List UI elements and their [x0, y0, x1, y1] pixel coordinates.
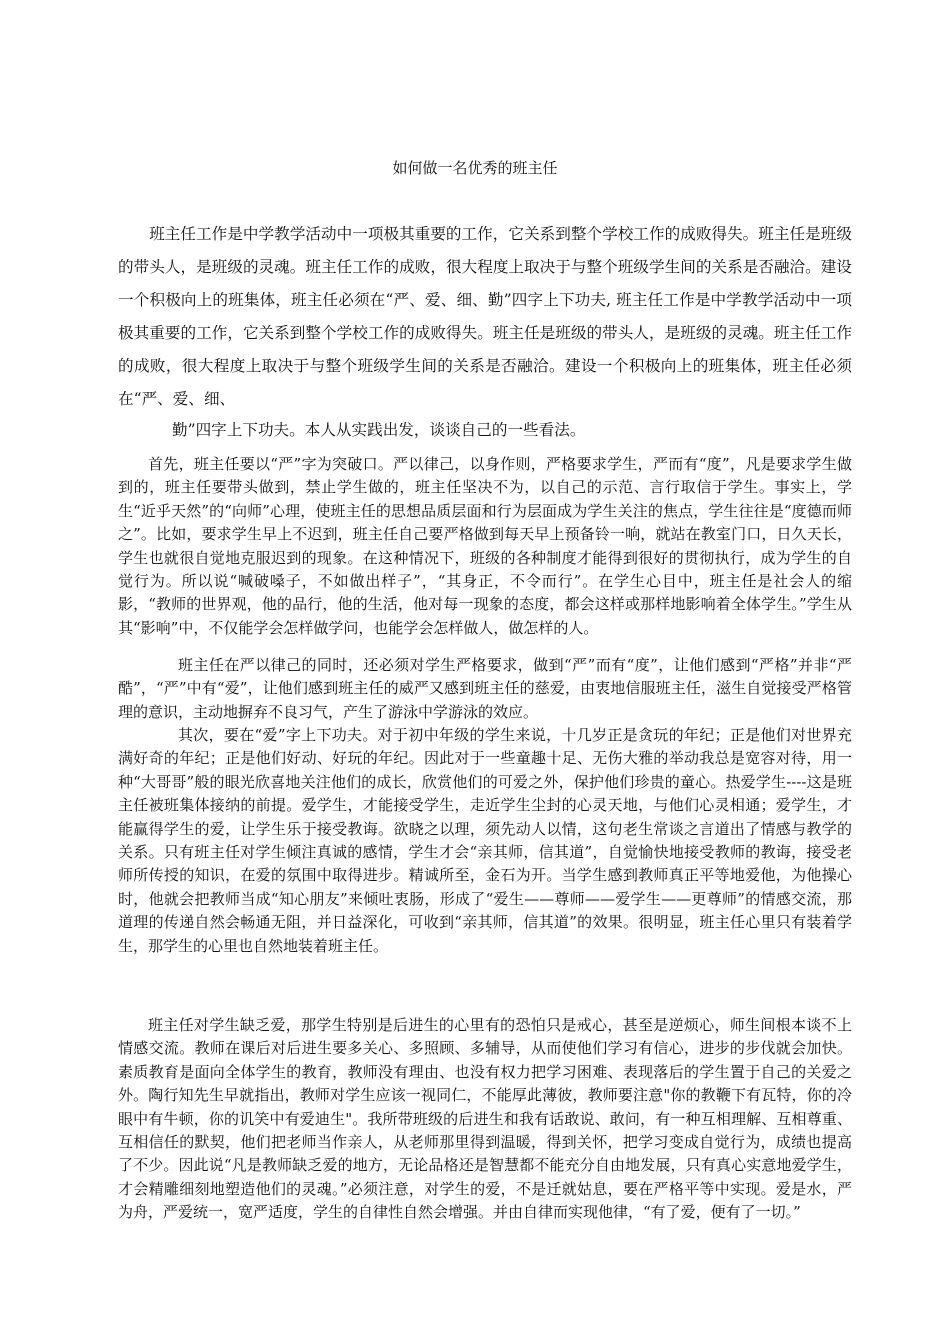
paragraph-intro-continued: 勤”四字上下功夫。本人从实践出发，谈谈自己的一些看法。 — [172, 421, 586, 439]
paragraph-love-for-struggling-students: 班主任对学生缺乏爱，那学生特别是后进生的心里有的恐怕只是戒心，甚至是逆烦心，师生间根本谈不上情感交流。教师在课后对后进生要多关心、多照顾、多辅导，从而使他们学习有信心，进步的步伐就会加快。素质教育是面向全体学生的教育，教师没有理由、也没有权力把学习困难、表现落后的学生置于自己的关爱之外。陶行知先生早就指出，教师对学生应该一视同仁，不能厚此薄彼，教师要注意"你的教鞭下有瓦特，你的冷眼中有牛顿，你的讥笑中有爱迪生"。我所带班级的后进生和我有话敢说、敢问，有一种互相理解、互相尊重、互相信任的默契，他们把老师当作亲人，从老师那里得到温暖，得到关怀，把学习变成自觉行为，成绩也提高了不少。因此说“凡是教师缺乏爱的地方，无论品格还是智慧都不能充分自由地发展，只有真心实意地爱学生，才会精雕细刻地塑造他们的灵魂。”必须注意，对学生的爱，不是迁就姑息，要在严格平等中实现。爱是水，严为舟，严爱统一，宽严适度，学生的自律性自然会增强。并由自律而实现他律，“有了爱，便有了一切。” — [118, 1016, 852, 1222]
paragraph-strictness: 首先，班主任要以“严”字为突破口。严以律己，以身作则，严格要求学生，严而有“度”，凡是要求学生做到的，班主任要带头做到，禁止学生做的，班主任坚决不为，以自己的示范、言行取信于学生。事实上，学生“近乎天然”的“向师”心理，使班主任的思想品质层面和行为层面成为学生关注的焦点，学生往往是“度德而师之”。比如，要求学生早上不迟到，班主任自己要严格做到每天早上预备铃一响，就站在教室门口，日久天长，学生也就很自觉地克服迟到的现象。在这种情况下，班级的各种制度才能得到很好的贯彻执行，成为学生的自觉行为。所以说“喊破嗓子，不如做出样子”，“其身正，不令而行”。在学生心目中，班主任是社会人的缩影，“教师的世界观，他的品行，他的生活，他对每一现象的态度，都会这样或那样地影响着全体学生。”学生从其“影响”中，不仅能学会怎样做学问，也能学会怎样做人，做怎样的人。 — [118, 455, 852, 637]
paragraph-strict-with-degree: 班主任在严以律己的同时，还必须对学生严格要求，做到“严”而有“度”，让他们感到“严格”并非“严酷”，“严”中有“爱”，让他们感到班主任的威严又感到班主任的慈爱，由衷地信服班主任，滋生自觉接受严格管理的意识，主动地摒弃不良习气，产生了游泳中学游泳的效应。 — [118, 656, 852, 721]
paragraph-intro: 班主任工作是中学教学活动中一项极其重要的工作，它关系到整个学校工作的成败得失。班主任是班级的带头人，是班级的灵魂。班主任工作的成败，很大程度上取决于与整个班级学生间的关系是否融洽。建设一个积极向上的班集体，班主任必须在“严、爱、细、勤”四字上下功夫, 班主任工作是中学教学活动中一项极其重要的工作，它关系到整个学校工作的成败得失。班主任是班级的带头人，是班级的灵魂。班主任工作的成败，很大程度上取决于与整个班级学生间的关系是否融洽。建设一个积极向上的班集体，班主任必须在“严、爱、细、 — [118, 225, 852, 408]
paragraph-love: 其次，要在“爱”字上下功夫。对于初中年级的学生来说，十几岁正是贪玩的年纪；正是他们对世界充满好奇的年纪；正是他们好动、好玩的年纪。因此对于一些童趣十足、无伤大雅的举动我总是宽容对待，用一种“大哥哥”般的眼光欣喜地关注他们的成长，欣赏他们的可爱之外，保护他们珍贵的童心。热爱学生----这是班主任被班集体接纳的前提。爱学生，才能接受学生，走近学生尘封的心灵天地，与他们心灵相通；爱学生，才能赢得学生的爱，让学生乐于接受教诲。欲晓之以理，须先动人以情，这句老生常谈之言道出了情感与教学的关系。只有班主任对学生倾注真诚的感情，学生才会“亲其师，信其道”，自觉愉快地接受教师的教诲，接受老师所传授的知识，在爱的氛围中取得进步。精诚所至，金石为开。当学生感到教师真正平等地爱他，为他操心时，他就会把教师当成“知心朋友”来倾吐衷肠，形成了“爱生——尊师——爱学生——更尊师”的情感交流，那道理的传递自然会畅通无阻，并日益深化，可收到“亲其师，信其道”的效果。很明显，班主任心里只有装着学生，那学生的心里也自然地装着班主任。 — [118, 726, 852, 955]
document-title: 如何做一名优秀的班主任 — [392, 159, 558, 177]
